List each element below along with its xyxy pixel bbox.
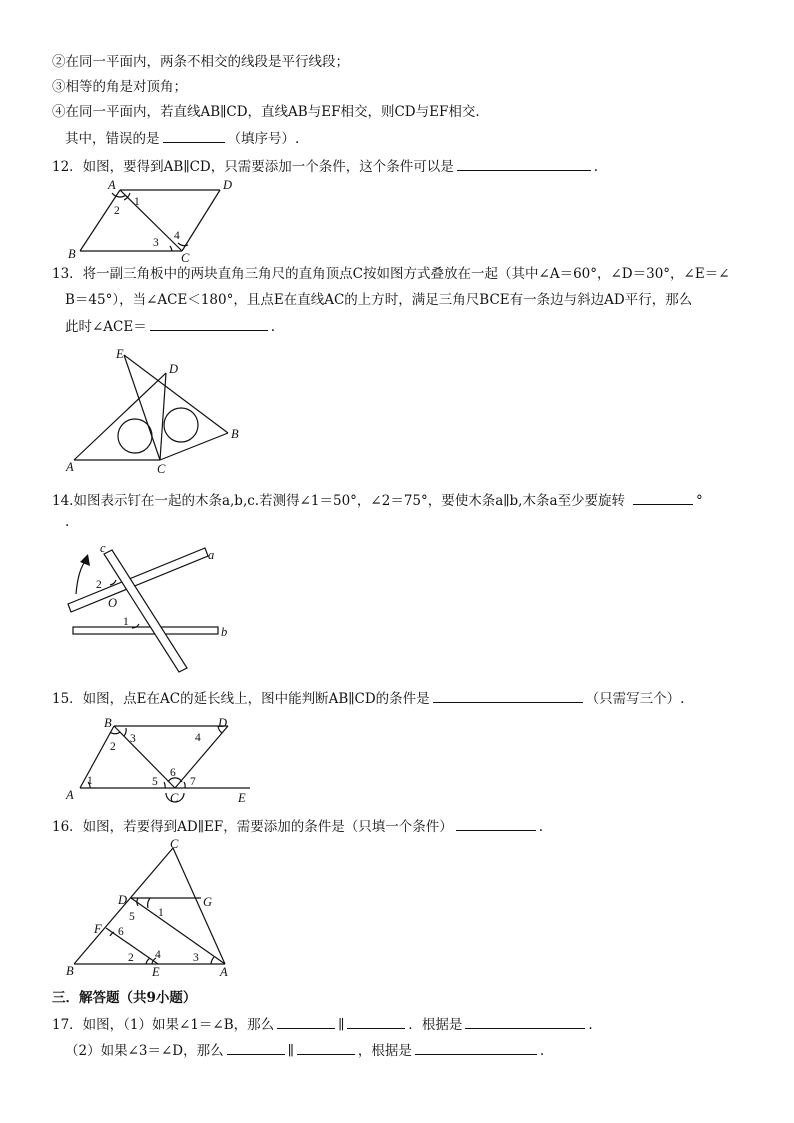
label-b: B [66,964,74,978]
answer-blank[interactable] [163,128,225,143]
answer-blank[interactable] [277,1014,335,1029]
label-b: B [104,716,112,730]
label-c: C [181,251,190,265]
label-e: E [152,965,160,979]
angle-label-4: 4 [174,230,180,242]
statement-2: ②在同一平面内，两条不相交的线段是平行线段； [52,54,349,70]
question-12 [52,156,598,177]
q17-suffix-2: . [539,1043,545,1059]
q17-reason: ．根据是 [408,1017,463,1033]
angle-label-3: 3 [130,733,136,745]
q13-text: 此时∠ACE＝ [65,319,147,335]
conclusion-text: 其中，错误的是 [65,131,160,147]
label-a: A [220,965,228,979]
parallel-symbol: ∥ [338,1017,345,1033]
answer-blank[interactable] [227,1040,285,1055]
question-16 [52,816,543,837]
label-d: D [169,362,179,376]
angle-label-1: 1 [87,775,93,787]
label-b: B [231,427,239,441]
angle-label-3: 3 [153,237,159,249]
statement-4: ④在同一平面内，若直线AB∥CD，直线AB与EF相交，则CD与EF相交. [52,104,480,120]
label-c: c [100,541,106,555]
angle-label-6: 6 [118,926,124,938]
q17-text-2: （2）如果∠3＝∠D，那么 [65,1043,224,1059]
angle-label-2: 2 [110,741,116,753]
q17-text: 17．如图，（1）如果∠1＝∠B，那么 [52,1017,275,1033]
answer-blank[interactable] [415,1040,537,1055]
q17-reason-2: ，根据是 [357,1043,412,1059]
label-c: C [170,791,179,805]
figure-14 [60,540,240,675]
figure-15 [60,712,260,807]
answer-blank[interactable] [297,1040,355,1055]
q14-degree: ° [696,493,703,509]
q14-text: 14.如图表示钉在一起的木条a,b,c.若测得∠1＝50°，∠2＝75°，要使木条a∥b,木条a至少要旋转 [52,493,626,509]
question-13-line2: B＝45°），当∠ACE＜180°，且点E在直线AC的上方时，满足三角尺BCE有一条边与斜边AD平行，那么 [65,292,693,308]
label-e: E [238,791,246,805]
question-17-part1 [52,1014,593,1035]
label-b: b [221,625,228,639]
question-13-line1: 13．将一副三角板中的两块直角三角尺的直角顶点C按如图方式叠放在一起（其中∠A＝60°，∠D＝30°，∠E＝∠ [52,266,730,282]
angle-label-2: 2 [114,205,120,217]
question-17-part2 [65,1040,544,1061]
question-14-end: . [65,514,70,530]
q12-suffix: . [593,159,599,175]
angle-label-3: 3 [193,952,199,964]
question-13-line3 [65,316,275,337]
parallel-symbol: ∥ [287,1043,294,1059]
label-c: C [170,837,179,851]
figure-13 [60,345,250,477]
conclusion-suffix: （填序号）. [227,131,300,147]
angle-label-6: 6 [170,767,176,779]
label-a: A [108,178,116,192]
question-14 [52,490,703,511]
label-d: D [118,893,128,907]
statement-3: ③相等的角是对顶角； [52,79,187,95]
answer-blank[interactable] [457,156,591,171]
angle-label-2: 2 [128,952,134,964]
angle-label-2: 2 [96,579,102,591]
q13-suffix: . [270,319,276,335]
label-c: C [157,462,166,476]
section-heading: 三．解答题（共9小题） [52,990,197,1006]
angle-label-1: 1 [134,196,140,208]
question-15 [52,688,684,709]
label-a: A [66,460,74,474]
label-d: D [218,716,228,730]
answer-blank[interactable] [150,316,268,331]
answer-blank[interactable] [456,816,536,831]
label-a: A [66,788,74,802]
angle-label-4: 4 [195,732,201,744]
angle-label-1: 1 [158,907,164,919]
answer-blank[interactable] [433,688,583,703]
label-f: F [94,922,102,936]
figure-12 [60,178,240,265]
angle-label-5: 5 [129,911,135,923]
label-o: O [108,596,118,610]
q16-text: 16．如图，若要得到AD∥EF，需要添加的条件是（只填一个条件） [52,819,453,835]
q16-suffix: . [538,819,544,835]
angle-label-1: 1 [123,616,129,628]
label-b: B [68,247,76,261]
angle-label-7: 7 [190,776,196,788]
label-e: E [116,347,124,361]
angle-label-5: 5 [152,776,158,788]
angle-label-4: 4 [155,949,161,961]
figure-16 [60,836,250,981]
answer-blank[interactable] [633,490,693,505]
q12-text: 12．如图，要得到AB∥CD，只需要添加一个条件，这个条件可以是 [52,159,454,175]
q15-suffix: （只需写三个）. [585,691,685,707]
rotation-arrow-icon [80,554,90,566]
q15-text: 15．如图，点E在AC的延长线上，图中能判断AB∥CD的条件是 [52,691,430,707]
q17-suffix: . [588,1017,593,1033]
label-g: G [203,895,213,909]
label-d: D [223,178,233,192]
statement-conclusion [65,128,299,149]
label-a: a [208,548,215,562]
answer-blank[interactable] [347,1014,405,1029]
answer-blank[interactable] [465,1014,585,1029]
